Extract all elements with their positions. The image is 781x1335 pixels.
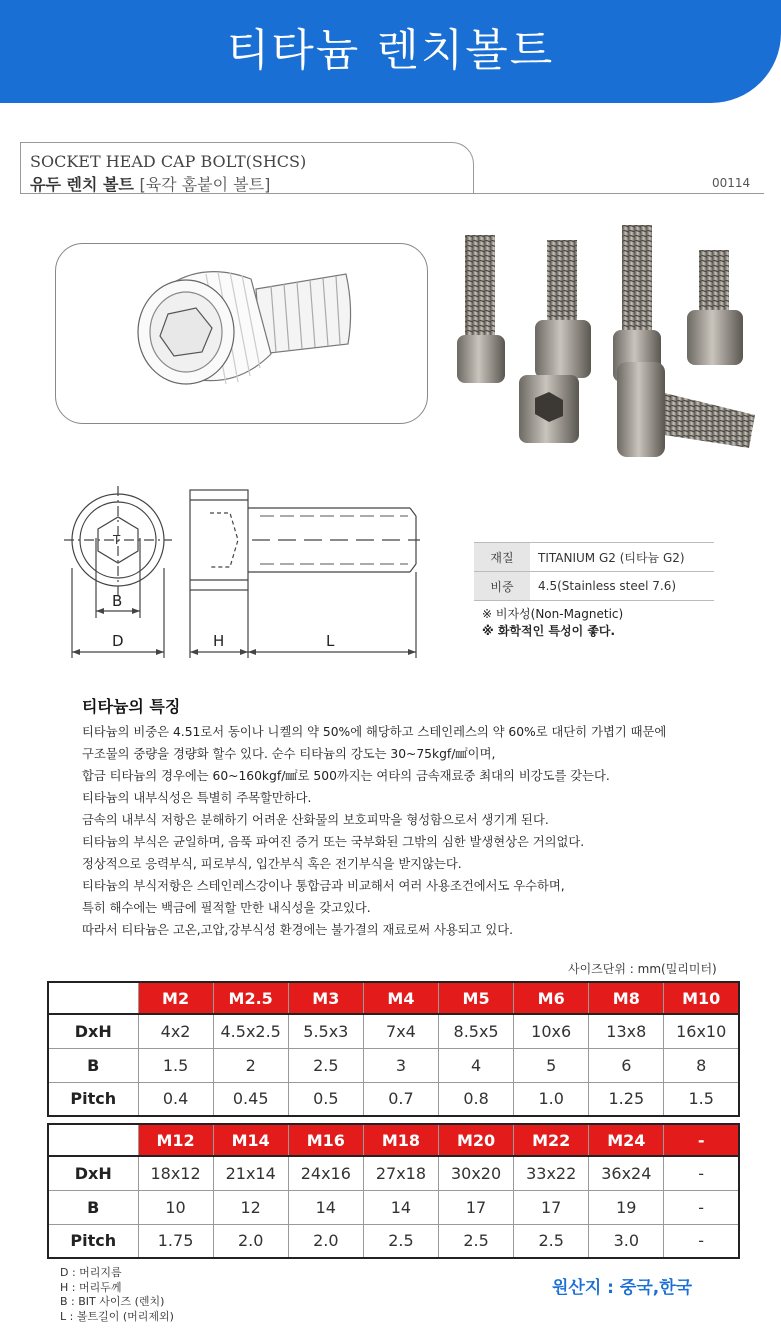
table-cell: 12 [213, 1190, 288, 1224]
spec-value: TITANIUM G2 (티타늄 G2) [530, 543, 714, 572]
size-table-1 [47, 981, 740, 1117]
table-cell: 2.0 [213, 1224, 288, 1258]
b-label: B [112, 592, 123, 610]
spec-row [474, 572, 714, 601]
table-cell: 8.5x5 [439, 1014, 514, 1048]
dimension-legend [60, 1266, 174, 1324]
table-cell: - [664, 1156, 739, 1190]
table-cell: 8 [664, 1048, 739, 1082]
product-name-ko-sub: [육각 홈붙이 볼트] [139, 175, 271, 194]
product-name-en: SOCKET HEAD CAP BOLT(SHCS) [30, 152, 307, 171]
table-row [48, 1014, 739, 1048]
note-non-magnetic: ※ 비자성(Non-Magnetic) [482, 607, 624, 621]
technical-drawing [60, 478, 440, 668]
table-cell: 5.5x3 [288, 1014, 363, 1048]
table-cell: - [664, 1224, 739, 1258]
table-cell: 2.5 [363, 1224, 438, 1258]
table-cell: 10x6 [514, 1014, 589, 1048]
material-spec-table [474, 542, 714, 601]
l-label: L [326, 632, 335, 650]
table-cell: 2.5 [288, 1048, 363, 1082]
table-row [48, 1048, 739, 1082]
size-header: M8 [589, 982, 664, 1014]
legend-item: B : BIT 사이즈 (렌치) [60, 1295, 165, 1308]
table-cell: 5 [514, 1048, 589, 1082]
spec-value: 4.5(Stainless steel 7.6) [530, 572, 714, 601]
size-header: M10 [664, 982, 739, 1014]
table-cell: 4x2 [138, 1014, 213, 1048]
spec-row [474, 543, 714, 572]
table-cell: 0.5 [288, 1082, 363, 1116]
size-header: M12 [138, 1124, 213, 1156]
size-header: M5 [439, 982, 514, 1014]
table-cell: 17 [439, 1190, 514, 1224]
spec-key: 재질 [474, 543, 530, 572]
size-header: M16 [288, 1124, 363, 1156]
table-cell: 14 [288, 1190, 363, 1224]
table-cell: 1.0 [514, 1082, 589, 1116]
table-cell: - [664, 1190, 739, 1224]
size-header: M18 [363, 1124, 438, 1156]
table-header-row [48, 1124, 739, 1156]
row-label: Pitch [48, 1082, 138, 1116]
table-cell: 1.5 [138, 1048, 213, 1082]
table-header-row [48, 982, 739, 1014]
table-cell: 21x14 [213, 1156, 288, 1190]
feature-line: 티타늄의 부식저항은 스테인레스강이나 통합금과 비교해서 여러 사용조건에서도 우수하며, [82, 879, 565, 893]
table-cell: 7x4 [363, 1014, 438, 1048]
table-cell: 10 [138, 1190, 213, 1224]
t-label: T [113, 533, 121, 547]
table-cell: 36x24 [589, 1156, 664, 1190]
feature-line: 티타늄의 내부식성은 특별히 주목할만하다. [82, 791, 312, 805]
table-cell: 0.45 [213, 1082, 288, 1116]
size-header: M14 [213, 1124, 288, 1156]
feature-line: 티타늄의 부식은 균일하며, 음푹 파여진 증거 또는 국부화된 그밖의 심한 발생현상은 거의없다. [82, 835, 585, 849]
table-cell: 2.5 [514, 1224, 589, 1258]
table-cell: 3.0 [589, 1224, 664, 1258]
table-cell: 3 [363, 1048, 438, 1082]
spec-key: 비중 [474, 572, 530, 601]
note-chemical: ※ 화학적인 특성이 좋다. [482, 624, 616, 638]
size-header: M2.5 [213, 982, 288, 1014]
table-cell: 27x18 [363, 1156, 438, 1190]
size-header: - [664, 1124, 739, 1156]
table-cell: 0.8 [439, 1082, 514, 1116]
d-label: D [112, 632, 124, 650]
feature-line: 금속의 내부식 저항은 분해하기 어려운 산화물의 보호피막을 형성함으로서 생기게 된다. [82, 813, 549, 827]
legend-item: D : 머리지름 [60, 1266, 122, 1279]
table-row [48, 1224, 739, 1258]
size-header: M4 [363, 982, 438, 1014]
table-cell: 14 [363, 1190, 438, 1224]
table-row [48, 1190, 739, 1224]
table-cell: 16x10 [664, 1014, 739, 1048]
feature-line: 합금 티타늄의 경우에는 60~160kgf/㎟로 500까지는 여타의 금속재료중 최대의 비강도를 갖는다. [82, 769, 610, 783]
row-label: Pitch [48, 1224, 138, 1258]
size-header: M2 [138, 982, 213, 1014]
table-cell: 0.7 [363, 1082, 438, 1116]
features-title: 티타늄의 특징 [82, 697, 181, 716]
table-cell: 2.0 [288, 1224, 363, 1258]
product-code: 00114 [712, 176, 751, 190]
feature-line: 특히 해수에는 백금에 필적할 만한 내식성을 갖고있다. [82, 901, 371, 915]
size-table-2 [47, 1123, 740, 1259]
size-header: M22 [514, 1124, 589, 1156]
table-row [48, 1156, 739, 1190]
size-unit: 사이즈단위 : mm(밀리미터) [568, 962, 717, 976]
h-label: H [213, 632, 225, 650]
table-cell: 0.4 [138, 1082, 213, 1116]
table-cell: 6 [589, 1048, 664, 1082]
legend-item: H : 머리두께 [60, 1280, 122, 1294]
table-cell: 24x16 [288, 1156, 363, 1190]
feature-line: 정상적으로 응력부식, 피로부식, 입간부식 혹은 전기부식을 받지않는다. [82, 857, 462, 871]
table-cell: 2 [213, 1048, 288, 1082]
legend-item: L : 볼트길이 (머리제외) [60, 1309, 174, 1323]
table-cell: 19 [589, 1190, 664, 1224]
table-cell: 2.5 [439, 1224, 514, 1258]
origin-label: 원산지 : 중국,한국 [552, 1278, 693, 1298]
title-banner [0, 0, 781, 103]
feature-line: 구조물의 중량을 경량화 할수 있다. 순수 티타늄의 강도는 30~75kgf/㎟이며, [82, 747, 496, 761]
product-name-ko: 유두 렌치 볼트 [육각 홈붙이 볼트] [30, 175, 271, 194]
size-header: M6 [514, 982, 589, 1014]
table-cell: 13x8 [589, 1014, 664, 1048]
table-cell: 30x20 [439, 1156, 514, 1190]
feature-line: 따라서 티타늄은 고온,고압,강부식성 환경에는 불가결의 재료로써 사용되고 있다. [82, 923, 514, 937]
row-label: B [48, 1048, 138, 1082]
table-cell: 1.75 [138, 1224, 213, 1258]
table-cell: 18x12 [138, 1156, 213, 1190]
row-label: DxH [48, 1014, 138, 1048]
table-cell: 1.25 [589, 1082, 664, 1116]
size-header: M24 [589, 1124, 664, 1156]
size-header: M3 [288, 982, 363, 1014]
table-cell: 33x22 [514, 1156, 589, 1190]
table-cell: 1.5 [664, 1082, 739, 1116]
size-header: M20 [439, 1124, 514, 1156]
bolts-photo [437, 210, 772, 480]
row-label: DxH [48, 1156, 138, 1190]
feature-line: 티타늄의 비중은 4.51로서 동이나 니켈의 약 50%에 해당하고 스테인레스의 약 60%로 대단히 가볍기 때문에 [82, 725, 667, 739]
table-row [48, 1082, 739, 1116]
bolt-sketch [55, 243, 428, 424]
table-cell: 4 [439, 1048, 514, 1082]
table-cell: 4.5x2.5 [213, 1014, 288, 1048]
page-title: 티타늄 렌치볼트 [226, 25, 555, 76]
table-cell: 17 [514, 1190, 589, 1224]
row-label: B [48, 1190, 138, 1224]
